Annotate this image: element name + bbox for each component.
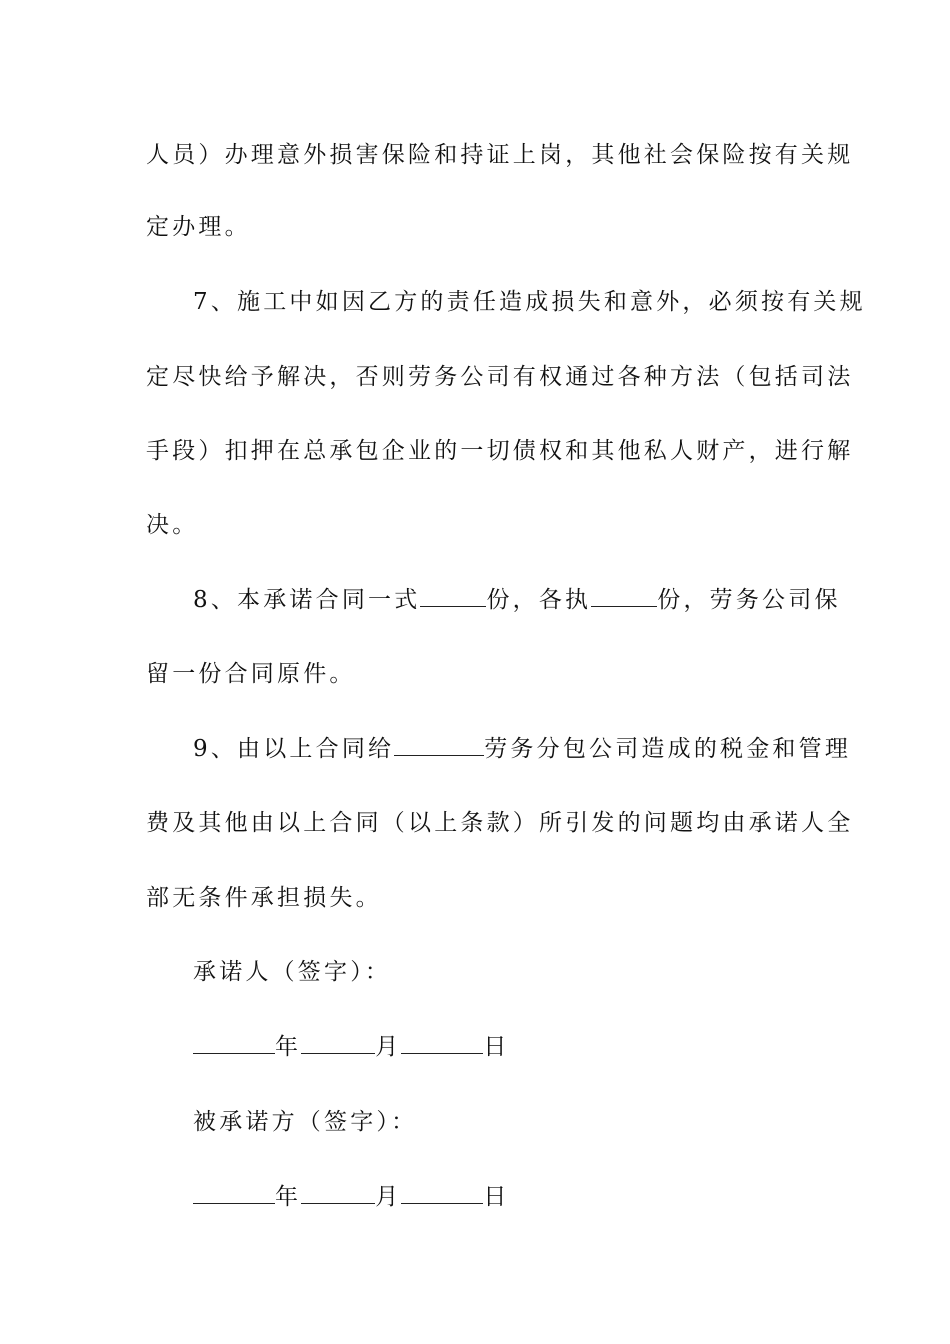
promisee-day-label: 日 [483,1184,510,1210]
promisee-signature-label: 被承诺方（签字）： [193,1109,418,1135]
promisee-month-label: 月 [375,1184,402,1210]
promisor-month-blank [301,1033,375,1054]
paragraph-9-line-1 [193,734,853,764]
paragraph-8-line-1 [193,585,853,615]
paragraph-7-line-1: 7、施工中如因乙方的责任造成损失和意外，必须按有关规 [193,289,866,315]
paragraph-7-line-4: 决。 [146,512,199,538]
promisee-date-line [193,1182,853,1212]
promisor-day-label: 日 [483,1034,510,1060]
paragraph-7-line-2: 定尽快给予解决，否则劳务公司有权通过各种方法（包括司法 [146,364,854,390]
promisee-year-label: 年 [275,1184,302,1210]
copies-each-blank [591,586,657,607]
paragraph-9-line-3: 部无条件承担损失。 [146,885,382,911]
paragraph-9-text-a: 9、由以上合同给 [193,736,395,762]
paragraph-8-text-b: 份，各执 [486,587,592,613]
promisor-year-blank [193,1033,275,1054]
paragraph-9-line-2: 费及其他由以上合同（以上条款）所引发的问题均由承诺人全 [146,810,854,836]
promisor-signature-label: 承诺人（签字）： [193,959,392,985]
promisor-year-label: 年 [275,1034,302,1060]
paragraph-8-text-a: 8、本承诺合同一式 [193,587,421,613]
paragraph-6-line-1: 人员）办理意外损害保险和持证上岗，其他社会保险按有关规 [146,142,854,168]
promisor-month-label: 月 [375,1034,402,1060]
copies-total-blank [420,586,486,607]
company-name-blank [394,735,484,756]
paragraph-7-line-3: 手段）扣押在总承包企业的一切债权和其他私人财产，进行解 [146,438,854,464]
promisor-day-blank [401,1033,483,1054]
paragraph-6-line-2: 定办理。 [146,214,251,240]
promisee-day-blank [401,1183,483,1204]
promisor-date-line [193,1032,853,1062]
promisee-year-blank [193,1183,275,1204]
promisee-month-blank [301,1183,375,1204]
paragraph-8-text-c: 份，劳务公司保 [657,587,841,613]
paragraph-9-text-b: 劳务分包公司造成的税金和管理 [484,736,852,762]
paragraph-8-line-2: 留一份合同原件。 [146,661,356,687]
